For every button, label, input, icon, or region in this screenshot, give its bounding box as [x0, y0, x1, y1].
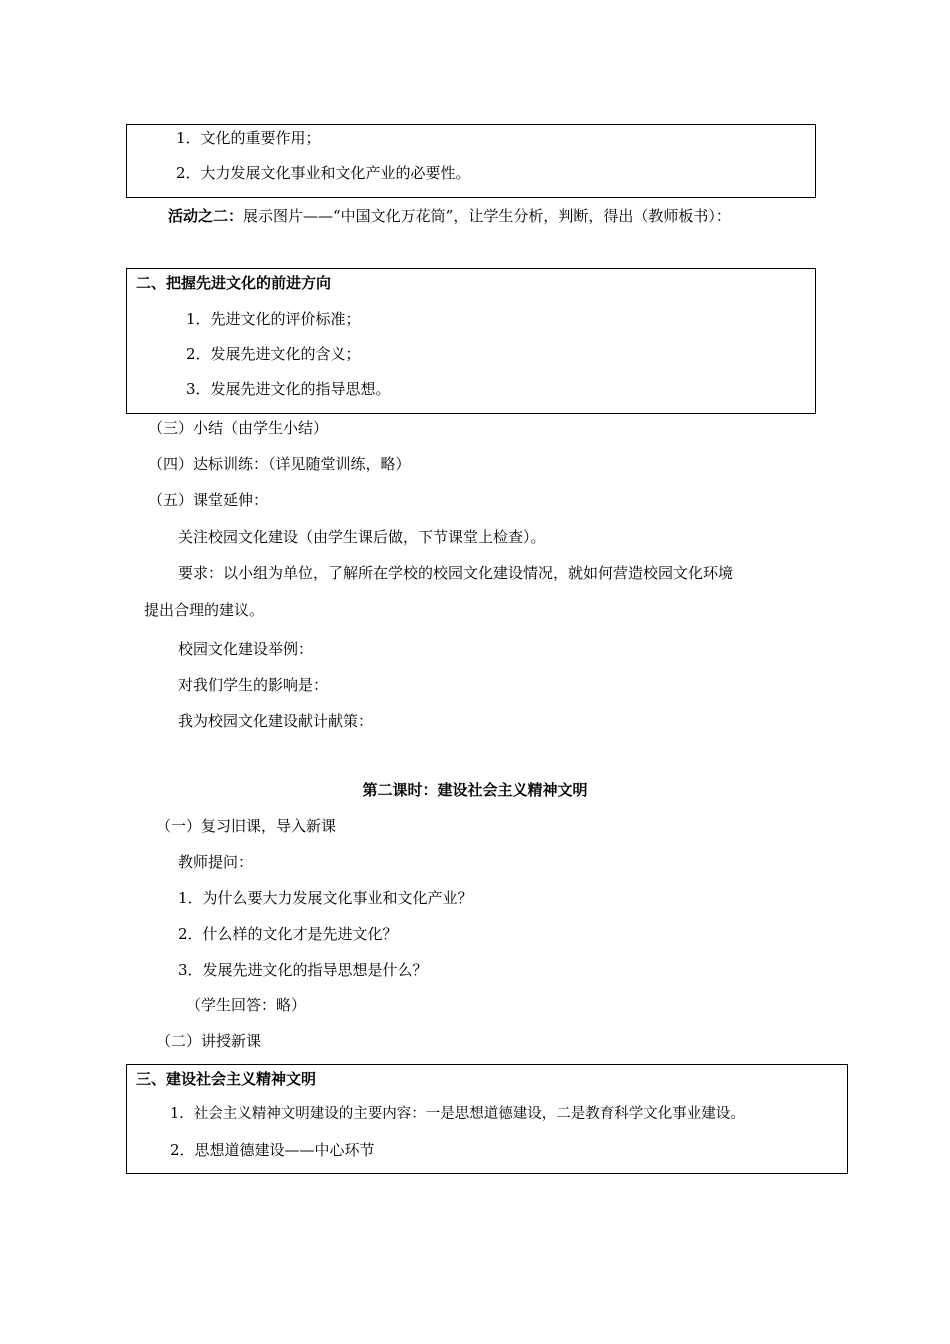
box3-item-1: 1．社会主义精神文明建设的主要内容：一是思想道德建设，二是教育科学文化事业建设。 [170, 1106, 745, 1122]
section-3-summary: （三）小结（由学生小结） [148, 419, 329, 437]
box3-heading: 三、建设社会主义精神文明 [136, 1070, 317, 1088]
lesson-2-new: （二）讲授新课 [156, 1032, 262, 1050]
activity-2-label: 活动之二： [168, 207, 244, 225]
box1-item-1: 1．文化的重要作用； [176, 129, 321, 147]
section-4-practice: （四）达标训练：（详见随堂训练，略） [148, 455, 411, 473]
student-answer: （学生回答：略） [186, 996, 307, 1014]
lesson-2-title: 第二课时：建设社会主义精神文明 [362, 781, 588, 799]
question-3: 3．发展先进文化的指导思想是什么？ [178, 961, 428, 979]
extension-line-3: 提出合理的建议。 [144, 601, 265, 619]
extension-line-6: 我为校园文化建设献计献策： [178, 712, 374, 730]
question-1: 1．为什么要大力发展文化事业和文化产业？ [178, 889, 473, 907]
box2-heading: 二、把握先进文化的前进方向 [136, 274, 332, 292]
question-2: 2．什么样的文化才是先进文化？ [178, 925, 398, 943]
section-5-extension: （五）课堂延伸： [148, 491, 269, 509]
box3-item-2: 2．思想道德建设——中心环节 [170, 1141, 375, 1159]
box1-item-2: 2．大力发展文化事业和文化产业的必要性。 [176, 164, 471, 182]
activity-2-text: 展示图片——“中国文化万花筒”，让学生分析，判断，得出（教师板书）： [243, 207, 731, 225]
activity-2 [168, 206, 731, 226]
box2-item-2: 2．发展先进文化的含义； [186, 345, 361, 363]
box2-item-3: 3．发展先进文化的指导思想。 [186, 380, 391, 398]
teacher-asks: 教师提问： [178, 853, 254, 871]
extension-line-2: 要求：以小组为单位，了解所在学校的校园文化建设情况，就如何营造校园文化环境 [178, 564, 734, 582]
extension-line-4: 校园文化建设举例： [178, 640, 314, 658]
extension-line-1: 关注校园文化建设（由学生课后做，下节课堂上检查）。 [178, 528, 546, 546]
lesson-2-review: （一）复习旧课，导入新课 [156, 817, 337, 835]
box2-item-1: 1．先进文化的评价标准； [186, 310, 361, 328]
extension-line-5: 对我们学生的影响是： [178, 676, 329, 694]
